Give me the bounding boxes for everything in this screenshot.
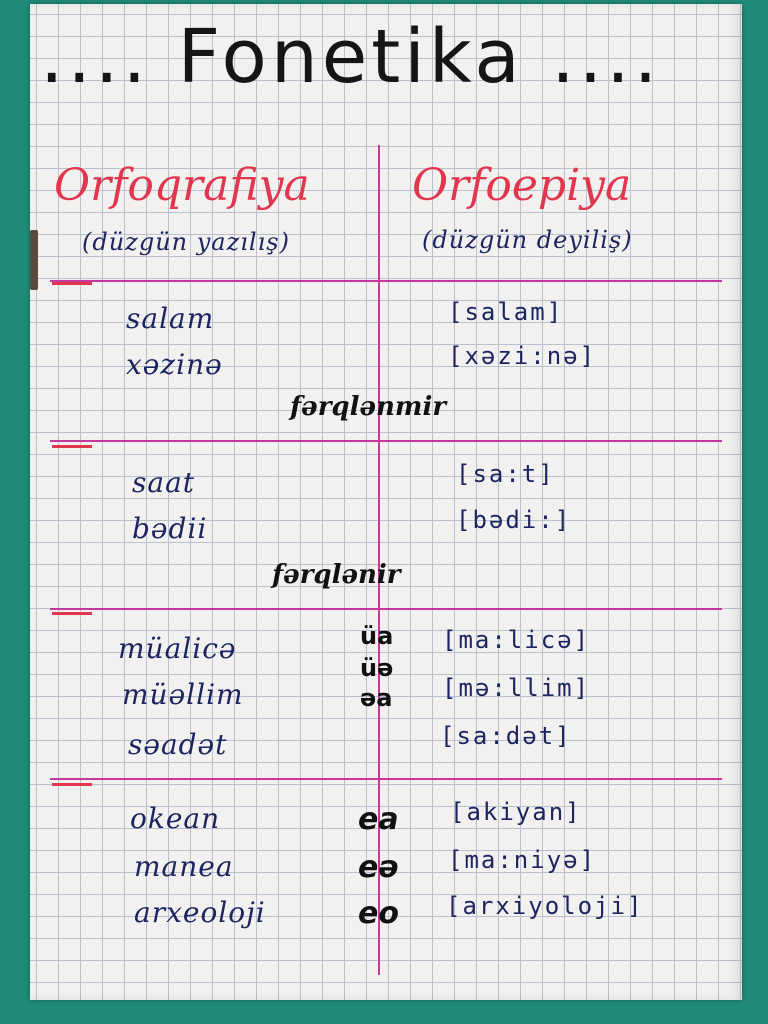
word-written: xəzinə — [126, 348, 223, 381]
word-pronounced: [salam] — [448, 298, 564, 326]
comparison-verdict: fərqlənir — [272, 560, 401, 590]
letter-combination: əa — [360, 684, 393, 712]
word-pronounced: [arxiyoloji] — [446, 892, 644, 920]
row-divider — [50, 608, 722, 610]
word-written: okean — [130, 802, 221, 835]
letter-combination: üa — [360, 622, 394, 650]
binding-edge — [30, 230, 38, 290]
word-pronounced: [xəzi:nə] — [448, 342, 597, 370]
right-column-heading: Orfoepiya — [412, 160, 632, 211]
word-pronounced: [ma:licə] — [442, 626, 591, 654]
red-mark — [52, 445, 92, 448]
letter-combination: eə — [358, 850, 399, 885]
word-pronounced: [akiyan] — [450, 798, 582, 826]
word-pronounced: [mə:llim] — [442, 674, 591, 702]
letter-combination: eo — [358, 896, 399, 931]
row-divider — [50, 280, 722, 282]
word-written: müalicə — [118, 632, 237, 665]
word-written: bədii — [132, 512, 208, 545]
word-pronounced: [ma:niyə] — [448, 846, 597, 874]
word-written: müəllim — [122, 678, 244, 711]
word-written: səadət — [128, 728, 228, 761]
word-pronounced: [bədi:] — [456, 506, 572, 534]
left-column-heading: Orfoqrafiya — [54, 160, 310, 211]
page-title: .... Fonetika .... — [40, 14, 662, 100]
left-column-subheading: (düzgün yazılış) — [82, 228, 290, 256]
word-written: manea — [134, 850, 234, 883]
row-divider — [50, 778, 722, 780]
row-divider — [50, 440, 722, 442]
comparison-verdict: fərqlənmir — [290, 392, 447, 422]
word-written: saat — [132, 466, 196, 499]
right-column-subheading: (düzgün deyiliş) — [422, 226, 633, 254]
red-mark — [52, 612, 92, 615]
word-pronounced: [sa:dət] — [440, 722, 572, 750]
letter-combination: üə — [360, 654, 394, 682]
red-mark — [52, 282, 92, 285]
word-written: arxeoloji — [134, 896, 266, 929]
red-mark — [52, 783, 92, 786]
word-pronounced: [sa:t] — [456, 460, 555, 488]
letter-combination: ea — [358, 802, 399, 837]
word-written: salam — [126, 302, 215, 335]
